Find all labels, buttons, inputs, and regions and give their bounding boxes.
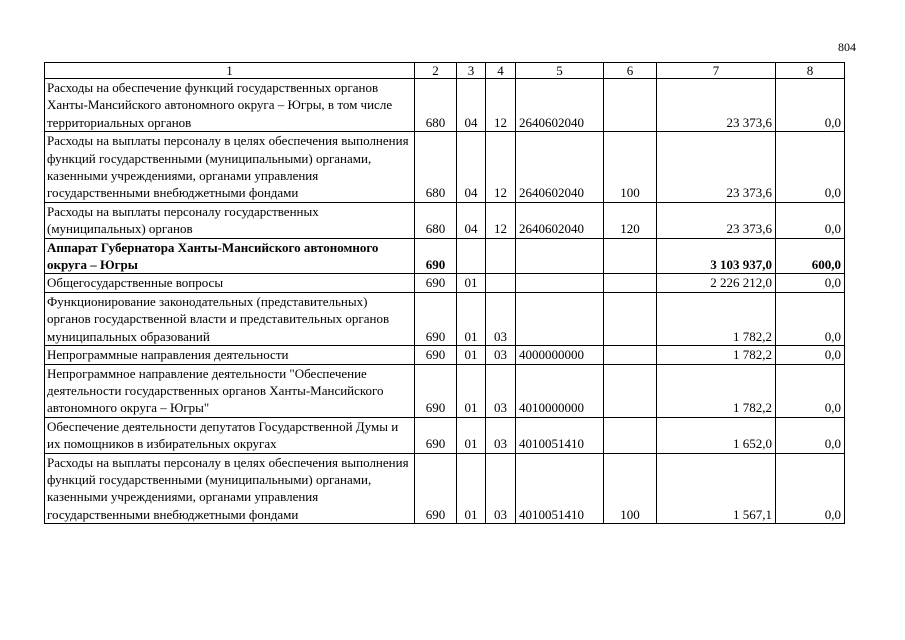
cell-target-article [516, 274, 604, 292]
cell-target-article: 4010000000 [516, 364, 604, 417]
cell-amount: 1 782,2 [657, 292, 776, 345]
cell-ministry-code: 690 [415, 292, 457, 345]
table-row [45, 346, 845, 364]
cell-ministry-code: 690 [415, 364, 457, 417]
row-name: Расходы на выплаты персоналу в целях обеспечения выполнения функций государственными (муниципальными) органами, казенными учреждениями, органами управления государственными внебюджетными фондами [45, 453, 415, 524]
row-name: Расходы на выплаты персоналу государственных (муниципальных) органов [45, 202, 415, 238]
cell-amount: 1 782,2 [657, 346, 776, 364]
cell-amount: 3 103 937,0 [657, 238, 776, 274]
cell-section: 04 [457, 79, 486, 132]
cell-amount: 2 226 212,0 [657, 274, 776, 292]
table-row [45, 292, 845, 345]
table-row [45, 417, 845, 453]
cell-expense-type [604, 417, 657, 453]
cell-section: 01 [457, 417, 486, 453]
column-header: 7 [657, 63, 776, 79]
cell-amount-secondary: 0,0 [776, 453, 845, 524]
cell-amount-secondary: 600,0 [776, 238, 845, 274]
row-name: Расходы на выплаты персоналу в целях обеспечения выполнения функций государственными (муниципальными) органами, казенными учреждениями, органами управления государственными внебюджетными фондами [45, 132, 415, 203]
cell-target-article: 4010051410 [516, 417, 604, 453]
column-header: 4 [486, 63, 516, 79]
budget-table [44, 62, 845, 524]
cell-subsection: 12 [486, 79, 516, 132]
cell-target-article [516, 238, 604, 274]
cell-amount-secondary: 0,0 [776, 346, 845, 364]
cell-amount: 1 567,1 [657, 453, 776, 524]
row-name: Аппарат Губернатора Ханты-Мансийского автономного округа – Югры [45, 238, 415, 274]
cell-amount-secondary: 0,0 [776, 364, 845, 417]
cell-subsection [486, 274, 516, 292]
cell-ministry-code: 680 [415, 79, 457, 132]
row-name: Непрограммное направление деятельности "Обеспечение деятельности государственных органов Ханты-Мансийского автономного округа – Югры" [45, 364, 415, 417]
table-row [45, 364, 845, 417]
cell-subsection: 03 [486, 346, 516, 364]
row-name: Функционирование законодательных (представительных) органов государственной власти и представительных органов муниципальных образований [45, 292, 415, 345]
cell-ministry-code: 690 [415, 346, 457, 364]
row-name: Обеспечение деятельности депутатов Государственной Думы и их помощников в избирательных округах [45, 417, 415, 453]
column-header: 8 [776, 63, 845, 79]
cell-ministry-code: 690 [415, 274, 457, 292]
cell-amount: 1 782,2 [657, 364, 776, 417]
cell-subsection: 12 [486, 202, 516, 238]
cell-target-article [516, 292, 604, 345]
cell-section: 01 [457, 453, 486, 524]
cell-section: 01 [457, 274, 486, 292]
cell-ministry-code: 680 [415, 202, 457, 238]
table-row [45, 79, 845, 132]
table-row [45, 453, 845, 524]
cell-section: 01 [457, 364, 486, 417]
column-header: 6 [604, 63, 657, 79]
header-row [45, 63, 845, 79]
cell-section: 04 [457, 132, 486, 203]
cell-section [457, 238, 486, 274]
cell-amount: 23 373,6 [657, 132, 776, 203]
table-row [45, 202, 845, 238]
cell-amount-secondary: 0,0 [776, 292, 845, 345]
cell-subsection [486, 238, 516, 274]
column-header: 3 [457, 63, 486, 79]
cell-subsection: 03 [486, 292, 516, 345]
cell-amount-secondary: 0,0 [776, 417, 845, 453]
cell-target-article: 4010051410 [516, 453, 604, 524]
cell-section: 01 [457, 292, 486, 345]
cell-expense-type [604, 364, 657, 417]
row-name: Общегосударственные вопросы [45, 274, 415, 292]
cell-subsection: 03 [486, 453, 516, 524]
cell-expense-type: 120 [604, 202, 657, 238]
cell-ministry-code: 690 [415, 453, 457, 524]
cell-target-article: 2640602040 [516, 202, 604, 238]
cell-expense-type [604, 79, 657, 132]
cell-amount-secondary: 0,0 [776, 202, 845, 238]
row-name: Расходы на обеспечение функций государственных органов Ханты-Мансийского автономного округа – Югры, в том числе территориальных органов [45, 79, 415, 132]
column-header: 2 [415, 63, 457, 79]
cell-ministry-code: 680 [415, 132, 457, 203]
table-row [45, 274, 845, 292]
cell-expense-type [604, 238, 657, 274]
row-name: Непрограммные направления деятельности [45, 346, 415, 364]
cell-expense-type [604, 274, 657, 292]
table-row [45, 238, 845, 274]
cell-subsection: 12 [486, 132, 516, 203]
cell-section: 04 [457, 202, 486, 238]
cell-amount: 23 373,6 [657, 202, 776, 238]
table-row [45, 132, 845, 203]
page-number: 804 [838, 40, 856, 54]
cell-amount-secondary: 0,0 [776, 274, 845, 292]
cell-expense-type: 100 [604, 453, 657, 524]
cell-expense-type: 100 [604, 132, 657, 203]
cell-target-article: 2640602040 [516, 132, 604, 203]
cell-expense-type [604, 346, 657, 364]
cell-target-article: 4000000000 [516, 346, 604, 364]
cell-target-article: 2640602040 [516, 79, 604, 132]
cell-section: 01 [457, 346, 486, 364]
column-header: 5 [516, 63, 604, 79]
cell-subsection: 03 [486, 364, 516, 417]
cell-amount: 1 652,0 [657, 417, 776, 453]
cell-amount: 23 373,6 [657, 79, 776, 132]
cell-ministry-code: 690 [415, 417, 457, 453]
cell-expense-type [604, 292, 657, 345]
cell-amount-secondary: 0,0 [776, 132, 845, 203]
table-body [45, 79, 845, 524]
column-header: 1 [45, 63, 415, 79]
cell-subsection: 03 [486, 417, 516, 453]
cell-amount-secondary: 0,0 [776, 79, 845, 132]
cell-ministry-code: 690 [415, 238, 457, 274]
